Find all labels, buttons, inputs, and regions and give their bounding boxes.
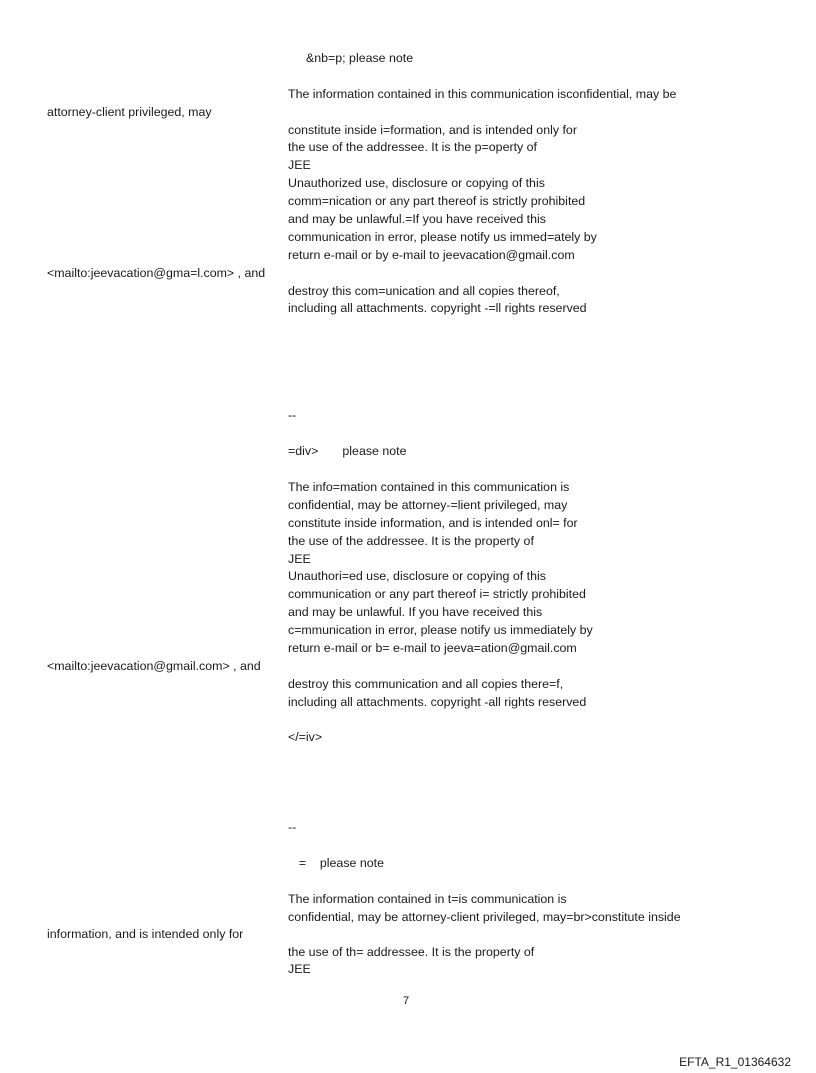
block1-line: The information contained in this communication isconfidential, may be — [288, 87, 677, 101]
block1-heading: &nb=p; please note — [306, 51, 414, 65]
block2-line: c=mmunication in error, please notify us immediately by — [288, 623, 593, 637]
block1-line: constitute inside i=formation, and is intended only for — [288, 123, 577, 137]
block2-line: JEE — [288, 552, 311, 566]
block1-line: and may be unlawful.=If you have received this — [288, 212, 546, 226]
block2-mailto-link: <mailto:jeevacation@gmail.com> , and — [47, 659, 261, 673]
block2-line: confidential, may be attorney-=lient privileged, may — [288, 498, 568, 512]
block2-line: constitute inside information, and is intended onl= for — [288, 516, 578, 530]
block1-line: destroy this com=unication and all copies thereof, — [288, 284, 560, 298]
block2-line: the use of the addressee. It is the property of — [288, 534, 534, 548]
block3-line-left: information, and is intended only for — [47, 927, 244, 941]
block1-line: including all attachments. copyright -=ll rights reserved — [288, 301, 587, 315]
block2-closing-tag: </=iv> — [288, 730, 323, 744]
page-number: 7 — [403, 995, 410, 1007]
separator: -- — [288, 820, 297, 834]
block2-line: Unauthori=ed use, disclosure or copying of this — [288, 569, 546, 583]
separator: -- — [288, 408, 297, 422]
block1-line-left: attorney-client privileged, may — [47, 105, 212, 119]
block1-line: Unauthorized use, disclosure or copying of this — [288, 176, 545, 190]
block3-line: confidential, may be attorney-client privileged, may=br>constitute inside — [288, 910, 681, 924]
block2-line: return e-mail or b= e-mail to jeeva=ation@gmail.com — [288, 641, 577, 655]
block1-mailto-link: <mailto:jeevacation@gma=l.com> , and — [47, 266, 266, 280]
block2-line: and may be unlawful. If you have received this — [288, 605, 543, 619]
document-id: EFTA_R1_01364632 — [679, 1055, 791, 1069]
block2-line: including all attachments. copyright -all rights reserved — [288, 695, 587, 709]
block1-line: return e-mail or by e-mail to jeevacation@gmail.com — [288, 248, 575, 262]
block1-line: communication in error, please notify us immed=ately by — [288, 230, 597, 244]
block2-line: communication or any part thereof i= strictly prohibited — [288, 587, 586, 601]
block1-line: JEE — [288, 158, 311, 172]
block2-line: The info=mation contained in this communication is — [288, 480, 570, 494]
block1-line: the use of the addressee. It is the p=operty of — [288, 140, 538, 154]
block3-line: the use of th= addressee. It is the property of — [288, 945, 535, 959]
block2-line: destroy this communication and all copies there=f, — [288, 677, 564, 691]
block3-line: The information contained in t=is communication is — [288, 892, 567, 906]
block1-line: comm=nication or any part thereof is strictly prohibited — [288, 194, 586, 208]
block3-line: JEE — [288, 962, 311, 976]
block2-heading: =div> please note — [288, 444, 407, 458]
block3-heading: = please note — [292, 856, 384, 870]
